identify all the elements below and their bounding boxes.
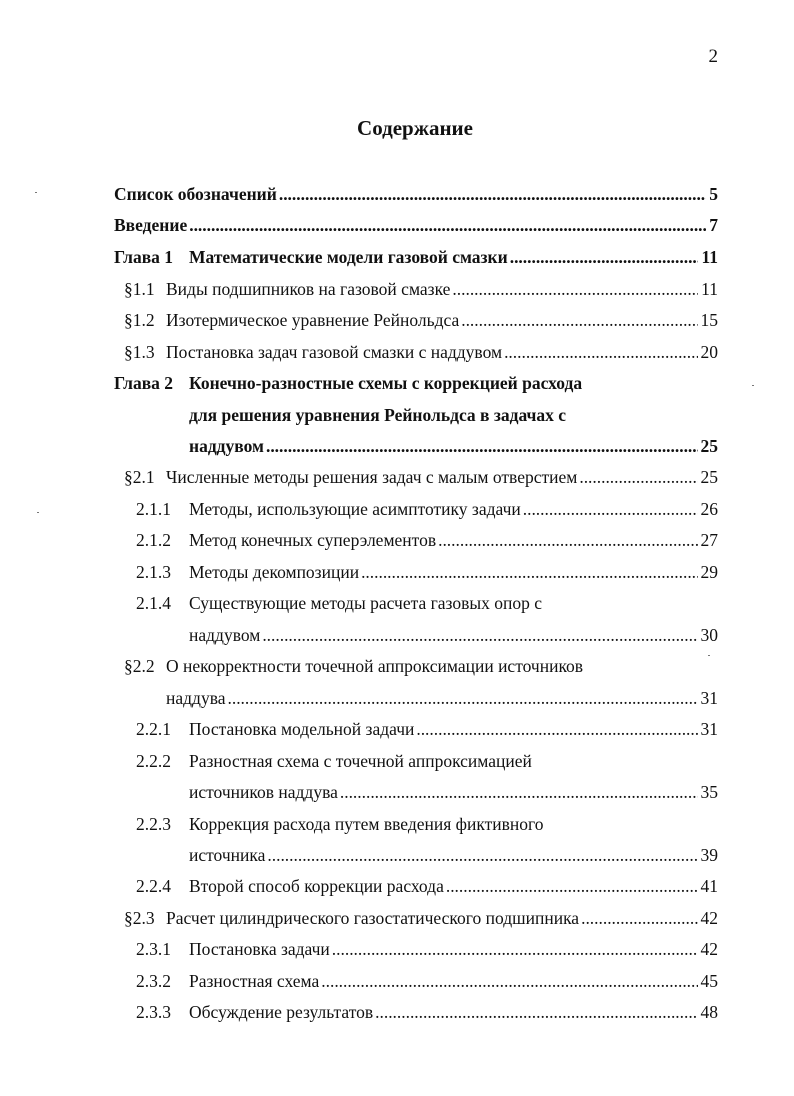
dot-leader [266, 432, 698, 460]
toc-entry-number: §2.3 [124, 908, 155, 928]
dot-leader [375, 998, 697, 1026]
toc-entry-text: Постановка задач газовой смазки с наддувом [166, 342, 503, 362]
toc-page-number: 11 [701, 279, 718, 299]
toc-entry-chapter-2-end[interactable] [0, 432, 794, 460]
dot-leader [461, 306, 697, 334]
toc-page-number: 15 [700, 310, 718, 330]
dot-leader [438, 526, 697, 554]
dot-leader [262, 621, 697, 649]
toc-page-number: 31 [700, 688, 718, 708]
toc-entry-section-2-2[interactable] [0, 652, 794, 680]
toc-entry-subsection-2-3-1[interactable] [0, 935, 794, 963]
dot-leader [581, 904, 697, 932]
toc-entry-number: 2.1.3 [136, 562, 171, 582]
scan-speck [35, 192, 37, 193]
toc-page-number: 26 [700, 499, 718, 519]
toc-entry-text-line-1: Коррекция расхода путем введения фиктивного [189, 814, 544, 834]
toc-entry-number: 2.2.1 [136, 719, 171, 739]
toc-entry-number: 2.1.2 [136, 530, 171, 550]
scan-speck [752, 385, 754, 386]
toc-entry-text: Введение [114, 215, 188, 235]
toc-entry-chapter-2[interactable] [0, 369, 794, 397]
toc-entry-section-2-1[interactable] [0, 463, 794, 491]
toc-page-number: 41 [700, 876, 718, 896]
page-number: 2 [708, 46, 718, 67]
toc-entry-subsection-2-2-2-end[interactable] [0, 778, 794, 806]
toc-entry-text: Метод конечных суперэлементов [189, 530, 437, 550]
toc-entry-number: 2.1.4 [136, 593, 171, 613]
toc-entry-section-1-3[interactable] [0, 338, 794, 366]
toc-entry-subsection-2-1-2[interactable] [0, 526, 794, 554]
toc-entry-text-line-3: наддувом [189, 436, 264, 456]
toc-page-number: 25 [700, 436, 718, 456]
toc-entry-section-1-2[interactable] [0, 306, 794, 334]
toc-page-number: 39 [700, 845, 718, 865]
dot-leader [416, 715, 697, 743]
toc-entry-number: §2.1 [124, 467, 155, 487]
toc-page-number: 5 [709, 184, 718, 204]
toc-page-number: 48 [700, 1002, 718, 1022]
dot-leader [361, 558, 697, 586]
dot-leader [446, 872, 698, 900]
toc-page-number: 27 [700, 530, 718, 550]
toc-entry-text: Список обозначений [114, 184, 277, 204]
toc-page-number: 31 [700, 719, 718, 739]
toc-page-number: 35 [700, 782, 718, 802]
dot-leader [189, 211, 706, 239]
toc-entry-number: 2.2.3 [136, 814, 171, 834]
toc-entry-text: Постановка модельной задачи [189, 719, 415, 739]
dot-leader [228, 684, 698, 712]
toc-entry-number: §1.1 [124, 279, 155, 299]
toc-page-number: 45 [700, 971, 718, 991]
toc-entry-subsection-2-1-3[interactable] [0, 558, 794, 586]
toc-entry-text: Методы декомпозиции [189, 562, 360, 582]
page-title: Содержание [357, 116, 473, 140]
toc-entry-text-line-1: О некорректности точечной аппроксимации источников [166, 656, 584, 676]
toc-entry-number: Глава 1 [114, 247, 174, 267]
toc-entry-section-1-1[interactable] [0, 275, 794, 303]
dot-leader [332, 935, 698, 963]
toc-entry-number: 2.3.3 [136, 1002, 171, 1022]
toc-entry-subsection-2-1-4[interactable] [0, 589, 794, 617]
toc-page-number: 25 [700, 467, 718, 487]
dot-leader [523, 495, 698, 523]
toc-entry-text-line-2: источников наддува [189, 782, 338, 802]
toc-entry-subsection-2-2-3[interactable] [0, 810, 794, 838]
toc-entry-text: Численные методы решения задач с малым отверстием [166, 467, 578, 487]
toc-entry-number: Глава 2 [114, 373, 174, 393]
toc-entry-number: 2.3.1 [136, 939, 171, 959]
toc-entry-subsection-2-3-2[interactable] [0, 967, 794, 995]
toc-entry-chapter-2-cont [0, 401, 794, 429]
toc-entry-text: Разностная схема [189, 971, 320, 991]
dot-leader [452, 275, 698, 303]
toc-entry-section-2-2-end[interactable] [0, 684, 794, 712]
toc-entry-text: Виды подшипников на газовой смазке [166, 279, 451, 299]
toc-entry-subsection-2-2-2[interactable] [0, 747, 794, 775]
toc-entry-subsection-2-2-3-end[interactable] [0, 841, 794, 869]
dot-leader [340, 778, 698, 806]
toc-entry-intro[interactable] [0, 211, 794, 239]
toc-entry-subsection-2-1-1[interactable] [0, 495, 794, 523]
toc-entry-symbols[interactable] [0, 180, 794, 208]
toc-entry-chapter-1[interactable] [0, 243, 794, 271]
toc-entry-number: §2.2 [124, 656, 155, 676]
toc-entry-text-line-2: для решения уравнения Рейнольдса в задачах с [189, 405, 567, 425]
toc-entry-text: Обсуждение результатов [189, 1002, 374, 1022]
scan-speck [37, 512, 39, 513]
toc-entry-text-line-2: наддува [166, 688, 226, 708]
dot-leader [579, 463, 697, 491]
toc-page-number: 11 [701, 247, 718, 267]
toc-entry-number: 2.1.1 [136, 499, 171, 519]
toc-entry-section-2-3[interactable] [0, 904, 794, 932]
toc-entry-text-line-2: наддувом [189, 625, 261, 645]
toc-page-number: 29 [700, 562, 718, 582]
toc-entry-text: Методы, использующие асимптотику задачи [189, 499, 521, 519]
toc-page-number: 42 [700, 908, 718, 928]
toc-entry-text: Постановка задачи [189, 939, 330, 959]
toc-entry-text-line-1: Разностная схема с точечной аппроксимацией [189, 751, 532, 771]
toc-entry-text-line-1: Существующие методы расчета газовых опор с [189, 593, 543, 613]
dot-leader [504, 338, 697, 366]
toc-entry-text: Изотермическое уравнение Рейнольдса [166, 310, 460, 330]
toc-page-number: 42 [700, 939, 718, 959]
toc-entry-subsection-2-1-4-end[interactable] [0, 621, 794, 649]
toc-entry-subsection-2-3-3[interactable] [0, 998, 794, 1026]
toc-page-number: 30 [700, 625, 718, 645]
toc-entry-text-line-2: источника [189, 845, 266, 865]
toc-page-number: 7 [709, 215, 718, 235]
dot-leader [510, 243, 699, 271]
toc-entry-number: 2.2.4 [136, 876, 171, 896]
toc-entry-text: Расчет цилиндрического газостатического подшипника [166, 908, 580, 928]
toc-entry-text: Математические модели газовой смазки [189, 247, 508, 267]
toc-entry-number: §1.3 [124, 342, 155, 362]
dot-leader [321, 967, 697, 995]
toc-entry-text: Второй способ коррекции расхода [189, 876, 444, 896]
toc-entry-number: §1.2 [124, 310, 155, 330]
toc-entry-text-line-1: Конечно-разностные схемы с коррекцией расхода [189, 373, 583, 393]
dot-leader [267, 841, 697, 869]
toc-entry-subsection-2-2-1[interactable] [0, 715, 794, 743]
dot-leader [279, 180, 706, 208]
toc-entry-subsection-2-2-4[interactable] [0, 872, 794, 900]
toc-entry-number: 2.2.2 [136, 751, 171, 771]
scan-speck [708, 655, 710, 656]
toc-entry-number: 2.3.2 [136, 971, 171, 991]
toc-page-number: 20 [700, 342, 718, 362]
